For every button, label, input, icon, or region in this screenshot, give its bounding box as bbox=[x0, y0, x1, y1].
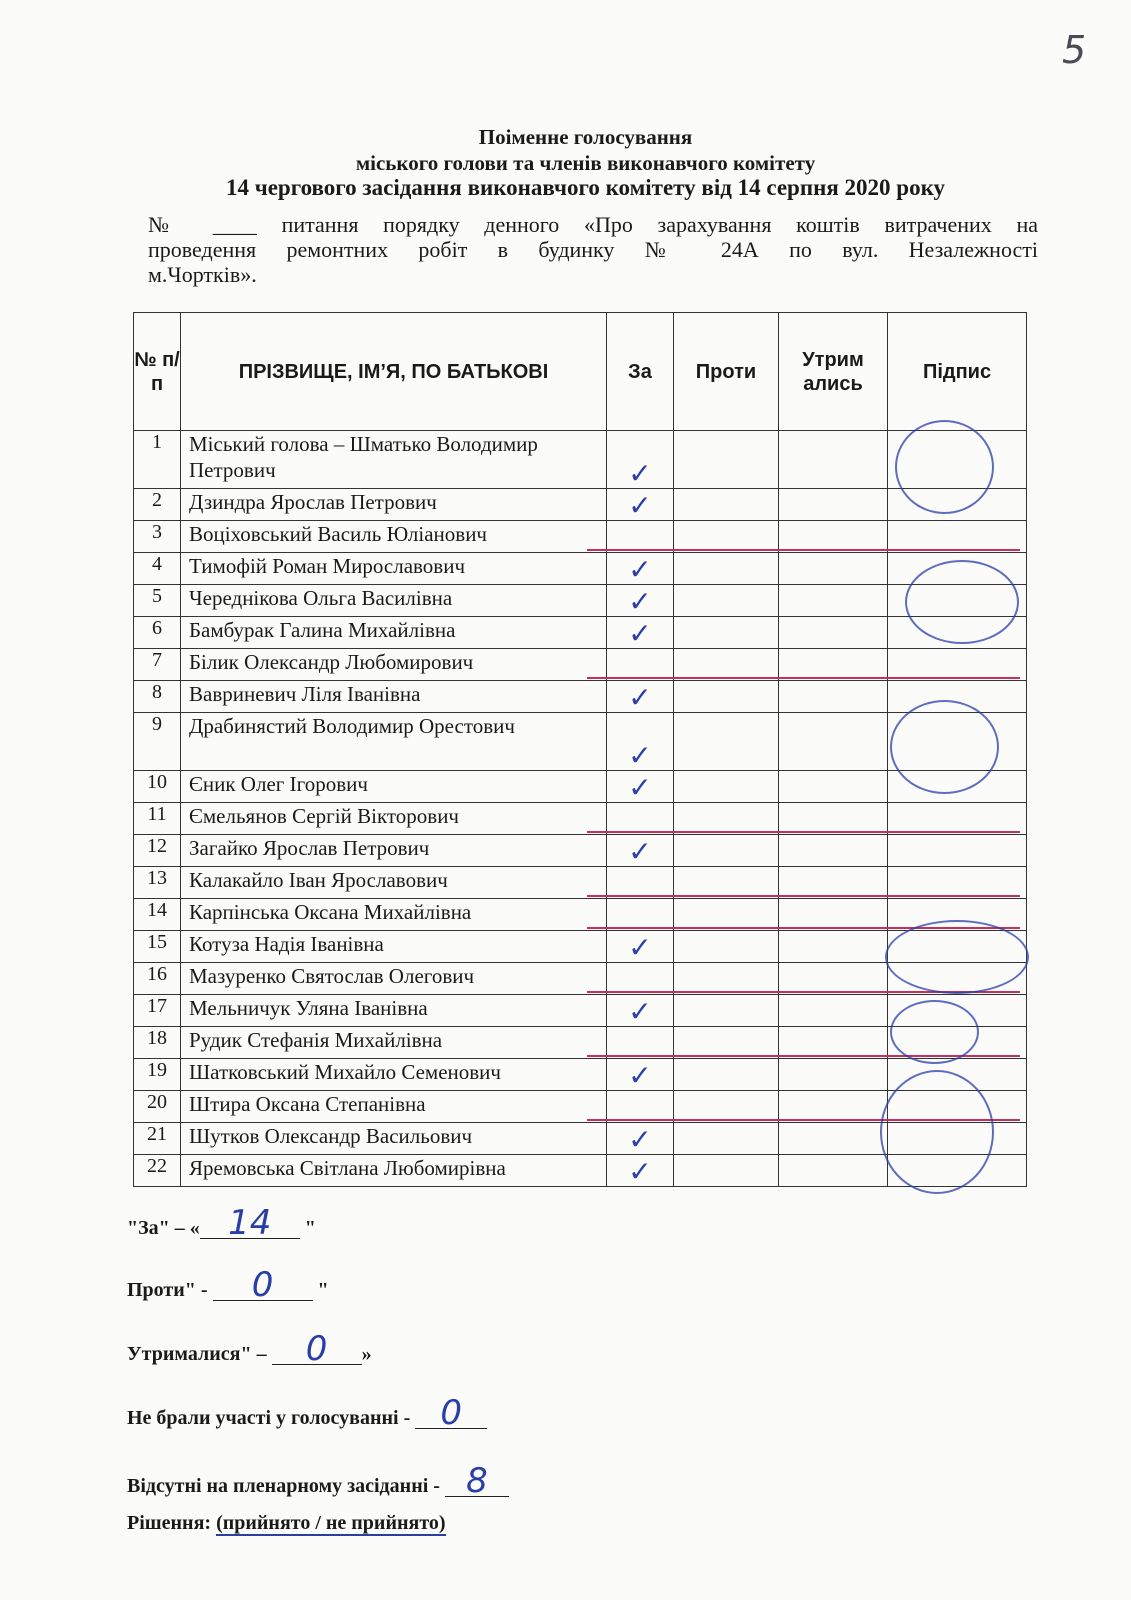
row-name: Вавриневич Ліля Іванівна bbox=[181, 681, 607, 713]
absence-strike-line bbox=[587, 831, 1021, 833]
row-name: Ємельянов Сергій Вікторович bbox=[181, 803, 607, 835]
row-for-mark: ✓ bbox=[607, 489, 674, 521]
absence-strike-line bbox=[587, 677, 1021, 679]
row-name: Шатковський Михайло Семенович bbox=[181, 1059, 607, 1091]
row-for-mark: ✓ bbox=[607, 1155, 674, 1187]
row-number: 15 bbox=[134, 931, 181, 963]
row-name: Рудик Стефанія Михайлівна bbox=[181, 1027, 607, 1059]
row-number: 22 bbox=[134, 1155, 181, 1187]
table-row bbox=[134, 617, 1027, 649]
row-abstain bbox=[779, 1155, 888, 1187]
header-num: № п/п bbox=[134, 313, 181, 431]
header-against: Проти bbox=[674, 313, 779, 431]
row-name: Шутков Олександр Васильович bbox=[181, 1123, 607, 1155]
row-against bbox=[674, 931, 779, 963]
row-number: 19 bbox=[134, 1059, 181, 1091]
row-name: Котуза Надія Іванівна bbox=[181, 931, 607, 963]
row-against bbox=[674, 681, 779, 713]
table-row bbox=[134, 771, 1027, 803]
table-body bbox=[134, 431, 1027, 1187]
row-name: Драбинястий Володимир Орестович bbox=[181, 713, 607, 771]
row-for-mark: ✓ bbox=[607, 931, 674, 963]
summary-abstain: Утрималися" – 0 » bbox=[127, 1329, 372, 1369]
row-name: Тимофій Роман Мирославович bbox=[181, 553, 607, 585]
row-abstain bbox=[779, 931, 888, 963]
row-number: 11 bbox=[134, 803, 181, 835]
row-number: 1 bbox=[134, 431, 181, 489]
row-abstain bbox=[779, 431, 888, 489]
row-number: 3 bbox=[134, 521, 181, 553]
table-row bbox=[134, 431, 1027, 489]
not-voted-count: 0 bbox=[415, 1398, 487, 1429]
decision-value: (прийнято / не прийнято) bbox=[216, 1512, 446, 1534]
title-line-3: 14 чергового засідання виконавчого комітету від 14 серпня 2020 року bbox=[225, 175, 945, 200]
table-row bbox=[134, 835, 1027, 867]
signature-scribble bbox=[890, 700, 999, 794]
row-for-mark: ✓ bbox=[607, 617, 674, 649]
row-abstain bbox=[779, 489, 888, 521]
row-number: 20 bbox=[134, 1091, 181, 1123]
row-name: Мазуренко Святослав Олегович bbox=[181, 963, 607, 995]
row-abstain bbox=[779, 713, 888, 771]
row-number: 10 bbox=[134, 771, 181, 803]
header-name: ПРІЗВИЩЕ, ІМ’Я, ПО БАТЬКОВІ bbox=[181, 313, 607, 431]
row-number: 4 bbox=[134, 553, 181, 585]
row-name: Штира Оксана Степанівна bbox=[181, 1091, 607, 1123]
against-count: 0 bbox=[213, 1270, 313, 1301]
row-number: 18 bbox=[134, 1027, 181, 1059]
table-row bbox=[134, 585, 1027, 617]
row-abstain bbox=[779, 835, 888, 867]
row-name: Череднікова Ольга Василівна bbox=[181, 585, 607, 617]
row-name: Воціховський Василь Юліанович bbox=[181, 521, 607, 553]
absence-strike-line bbox=[587, 895, 1021, 897]
row-against bbox=[674, 553, 779, 585]
row-number: 16 bbox=[134, 963, 181, 995]
row-against bbox=[674, 835, 779, 867]
table-row bbox=[134, 1059, 1027, 1091]
row-for-mark: ✓ bbox=[607, 1123, 674, 1155]
row-for-mark: ✓ bbox=[607, 713, 674, 771]
row-number: 5 bbox=[134, 585, 181, 617]
title-line-2: міського голови та членів виконавчого комітету bbox=[355, 151, 816, 175]
row-number: 9 bbox=[134, 713, 181, 771]
table-row bbox=[134, 489, 1027, 521]
row-against bbox=[674, 1059, 779, 1091]
row-name: Міський голова – Шматько Володимир Петрович bbox=[181, 431, 607, 489]
table-row bbox=[134, 681, 1027, 713]
row-against bbox=[674, 771, 779, 803]
header-for: За bbox=[607, 313, 674, 431]
row-abstain bbox=[779, 1123, 888, 1155]
row-name: Мельничук Уляна Іванівна bbox=[181, 995, 607, 1027]
summary-for: "За" – « 14 " bbox=[127, 1203, 316, 1243]
row-abstain bbox=[779, 771, 888, 803]
row-for-mark: ✓ bbox=[607, 995, 674, 1027]
summary-not-voted: Не брали участі у голосуванні - 0 bbox=[127, 1398, 487, 1430]
row-against bbox=[674, 713, 779, 771]
row-abstain bbox=[779, 1059, 888, 1091]
row-name: Калакайло Іван Ярославович bbox=[181, 867, 607, 899]
summary-absent: Відсутні на пленарному засіданні - 8 bbox=[127, 1466, 509, 1498]
row-for-mark: ✓ bbox=[607, 553, 674, 585]
row-for-mark: ✓ bbox=[607, 835, 674, 867]
row-name: Карпінська Оксана Михайлівна bbox=[181, 899, 607, 931]
row-for-mark: ✓ bbox=[607, 771, 674, 803]
signature-scribble bbox=[885, 920, 1029, 994]
table-row bbox=[134, 553, 1027, 585]
question-line: м.Чортків». bbox=[148, 262, 257, 287]
signature-scribble bbox=[880, 1070, 994, 1194]
row-name: Білик Олександр Любомирович bbox=[181, 649, 607, 681]
question-line: № ____ питання порядку денного «Про зарахування коштів витрачених на bbox=[148, 212, 1038, 237]
row-against bbox=[674, 1155, 779, 1187]
absence-strike-line bbox=[587, 549, 1021, 551]
absent-count: 8 bbox=[445, 1466, 509, 1497]
signature-scribble bbox=[895, 420, 994, 514]
row-against bbox=[674, 489, 779, 521]
row-number: 21 bbox=[134, 1123, 181, 1155]
row-abstain bbox=[779, 681, 888, 713]
row-number: 17 bbox=[134, 995, 181, 1027]
row-name: Загайко Ярослав Петрович bbox=[181, 835, 607, 867]
row-number: 14 bbox=[134, 899, 181, 931]
row-number: 2 bbox=[134, 489, 181, 521]
abstain-count: 0 bbox=[272, 1334, 362, 1365]
row-against bbox=[674, 995, 779, 1027]
row-abstain bbox=[779, 553, 888, 585]
row-name: Дзиндра Ярослав Петрович bbox=[181, 489, 607, 521]
for-count: 14 bbox=[200, 1208, 300, 1239]
header-signature: Підпис bbox=[888, 313, 1027, 431]
signature-scribble bbox=[905, 560, 1019, 644]
row-number: 6 bbox=[134, 617, 181, 649]
row-number: 7 bbox=[134, 649, 181, 681]
row-signature bbox=[888, 835, 1027, 867]
row-number: 8 bbox=[134, 681, 181, 713]
row-number: 12 bbox=[134, 835, 181, 867]
decision: Рішення: (прийнято / не прийнято) bbox=[127, 1512, 446, 1534]
row-for-mark: ✓ bbox=[607, 681, 674, 713]
row-against bbox=[674, 617, 779, 649]
row-abstain bbox=[779, 617, 888, 649]
row-against bbox=[674, 585, 779, 617]
summary-against: Проти" - 0 " bbox=[127, 1265, 329, 1305]
row-abstain bbox=[779, 995, 888, 1027]
title-line-1: Поіменне голосування bbox=[478, 125, 693, 149]
page-number: 5 bbox=[1062, 28, 1087, 72]
row-number: 13 bbox=[134, 867, 181, 899]
row-name: Єник Олег Ігорович bbox=[181, 771, 607, 803]
header-abstain: Утрим ались bbox=[779, 313, 888, 431]
row-for-mark: ✓ bbox=[607, 1059, 674, 1091]
row-name: Яремовська Світлана Любомирівна bbox=[181, 1155, 607, 1187]
question-line: проведення ремонтних робіт в будинку № 24А по вул. Незалежності bbox=[148, 237, 1038, 262]
row-name: Бамбурак Галина Михайлівна bbox=[181, 617, 607, 649]
row-against bbox=[674, 431, 779, 489]
agenda-question bbox=[148, 212, 1038, 287]
row-against bbox=[674, 1123, 779, 1155]
row-for-mark: ✓ bbox=[607, 431, 674, 489]
row-abstain bbox=[779, 585, 888, 617]
signature-scribble bbox=[890, 1000, 979, 1064]
row-for-mark: ✓ bbox=[607, 585, 674, 617]
